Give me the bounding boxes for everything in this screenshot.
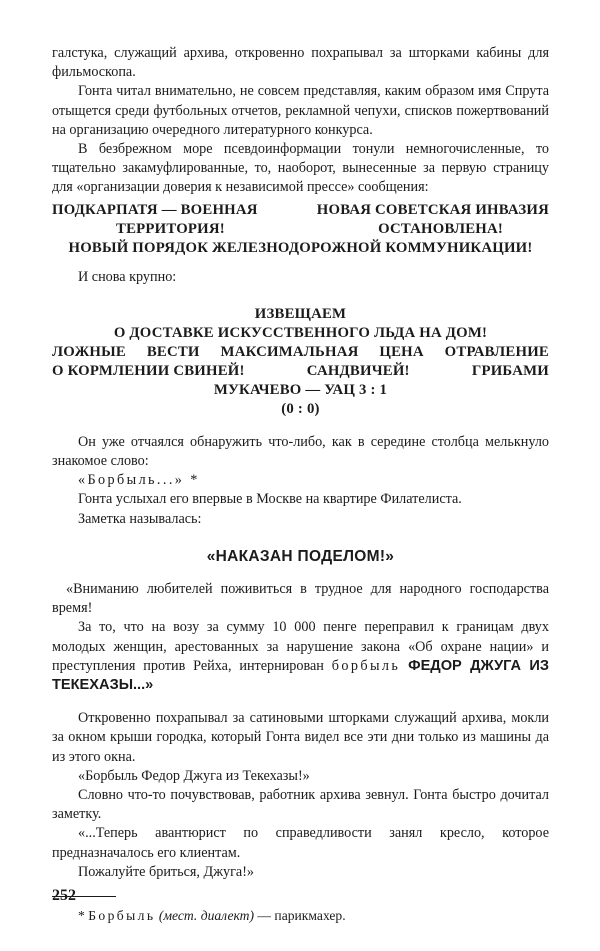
paragraph-10: Словно что-то почувствовав, работник архива зевнул. Гонта быстро дочитал заметку.	[52, 787, 549, 823]
paragraph-9: «Борбыль Федор Джуга из Текехазы!»	[78, 767, 310, 784]
footnote-rest: — парикмахер.	[257, 908, 346, 924]
footnote	[52, 907, 549, 925]
page-number: 252	[52, 887, 76, 904]
paragraph-3: В безбрежном море псевдоинформации тонули немногочисленные, то тщательно закамуфлированные, то, наоборот, вынесенные за первую страницу для «организации доверия к независимой прессе» сообщения:	[52, 141, 549, 196]
paragraph-11: «...Теперь авантюрист по справедливости занял кресло, которое предназначалось его клиентам.	[52, 825, 549, 861]
paragraph-1: галстука, служащий архива, откровенно похрапывал за шторками кабины для фильмоскопа.	[52, 45, 549, 81]
headline2-word: ГРИБАМИ	[471, 362, 549, 379]
headline-row-1	[52, 201, 549, 220]
headline2-line-6: (0 : 0)	[281, 400, 320, 417]
footnote-word: Борбыль	[88, 908, 156, 924]
headline2-line-3	[52, 343, 549, 362]
article-paragraph-1: «Вниманию любителей поживиться в трудное для народного господарства время!	[52, 581, 549, 617]
headline2-line-5: МУКАЧЕВО — УАЦ 3 : 1	[213, 381, 388, 398]
headline2-line-1: ИЗВЕЩАЕМ	[254, 305, 347, 322]
paragraph-12: Пожалуйте бриться, Джуга!»	[78, 863, 255, 880]
article-bold-name: ФЕДОР ДЖУГА ИЗ ТЕКЕХАЗЫ...»	[52, 657, 550, 694]
article-spaced-word: борбыль	[331, 657, 401, 674]
headline2-word: ЛОЖНЫЕ	[52, 343, 126, 360]
headline2-word: ВЕСТИ	[146, 343, 200, 360]
paragraph-6: Гонта услыхал его впервые в Москве на квартире Филателиста.	[78, 491, 462, 508]
footnote-note: (мест. диалект)	[158, 908, 255, 924]
headline2-word: САНДВИЧЕЙ!	[306, 362, 410, 379]
paragraph-2: Гонта читал внимательно, не совсем представляя, каким образом имя Спрута отыщется среди футбольных отчетов, рекламной чепухи, списков пожертвований на организацию очередного литературного конкурса.	[52, 83, 549, 138]
paragraph-7: Заметка называлась:	[78, 510, 202, 527]
headline2-line-2: О ДОСТАВКЕ ИСКУССТВЕННОГО ЛЬДА НА ДОМ!	[113, 324, 488, 341]
headline-left-1: ПОДКАРПАТЯ — ВОЕННАЯ	[52, 201, 258, 218]
headline2-word: О КОРМЛЕНИИ СВИНЕЙ!	[52, 362, 245, 379]
paragraph-5	[52, 471, 549, 490]
headline2-word: ЦЕНА	[379, 343, 424, 360]
footnote-marker: *	[78, 908, 85, 924]
headline2-word: МАКСИМАЛЬНАЯ	[220, 343, 359, 360]
headline2-line-4	[52, 362, 549, 381]
borbyl-quote: «Борбыль...» *	[78, 472, 200, 489]
again-big-line: И снова крупно:	[78, 268, 177, 285]
headline-row-3: НОВЫЙ ПОРЯДОК ЖЕЛЕЗНОДОРОЖНОЙ КОММУНИКАЦИИ!	[68, 239, 533, 256]
article-paragraph-2	[52, 618, 549, 695]
article-text: За то, что на возу за сумму 10 000 пенге переправил к границам двух молодых женщин, арестованных за нарушение закона «Об охране нации» и преступления против Рейха, интернирован	[52, 619, 549, 674]
headline2-word: ОТРАВЛЕНИЕ	[444, 343, 549, 360]
article-title: «НАКАЗАН ПОДЕЛОМ!»	[206, 547, 395, 565]
headline-right-2: ОСТАНОВЛЕНА!	[378, 220, 503, 237]
headline-left-2: ТЕРРИТОРИЯ!	[116, 220, 225, 237]
headline-block-1	[52, 201, 549, 258]
page-body	[52, 44, 549, 925]
headline-block-2	[52, 305, 549, 419]
headline-row-2	[52, 220, 549, 239]
paragraph-4: Он уже отчаялся обнаружить что-либо, как в середине столбца мелькнуло знакомое слово:	[52, 433, 549, 470]
headline-right-1: НОВАЯ СОВЕТСКАЯ ИНВАЗИЯ	[316, 201, 549, 218]
paragraph-8: Откровенно похрапывал за сатиновыми шторками служащий архива, мокли за окном крыши городка, который Гонта видел все эти дни только из машины да из этого окна.	[52, 710, 549, 765]
